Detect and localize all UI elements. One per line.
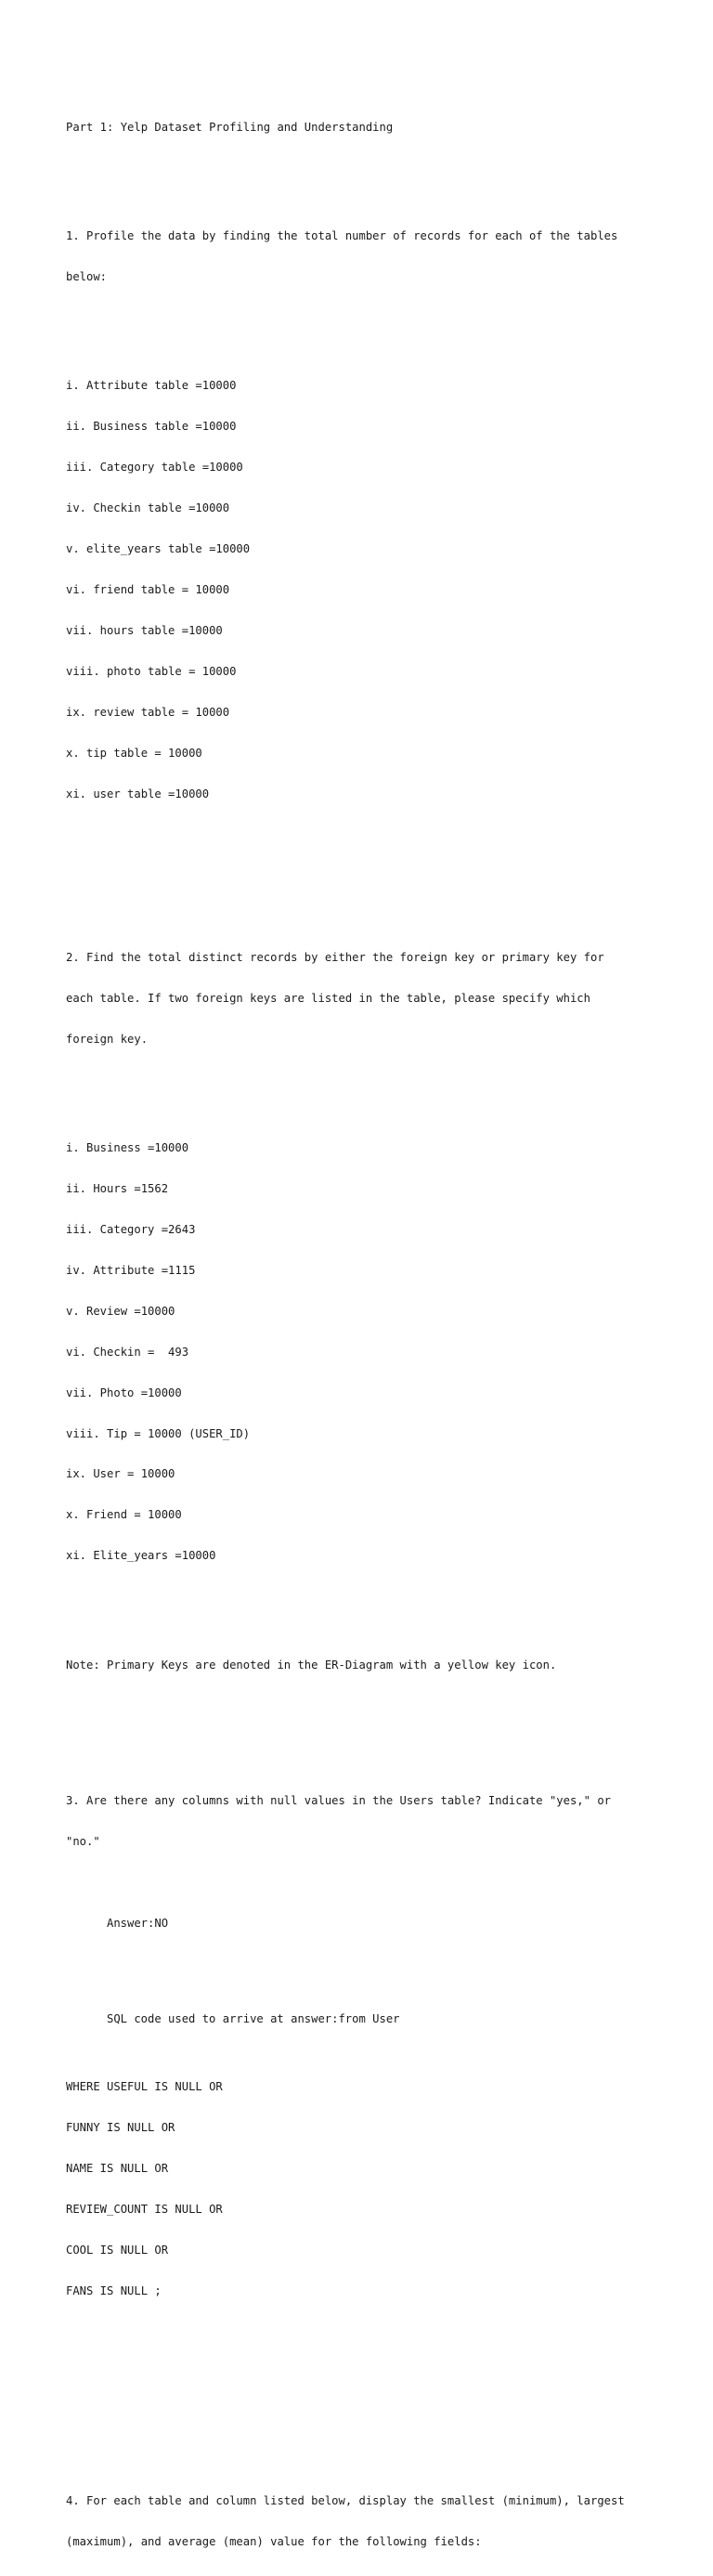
q2-list-item: iv. Attribute =1115 (66, 1263, 196, 1277)
spacer (66, 1958, 660, 1984)
sql-line: REVIEW_COUNT IS NULL OR (66, 2202, 223, 2216)
q2-question-line2: each table. If two foreign keys are listed in the table, please specify which (66, 991, 590, 1005)
sql-line: NAME IS NULL OR (66, 2161, 169, 2175)
spacer (66, 1876, 660, 1890)
sql-line: FANS IS NULL ; (66, 2283, 162, 2297)
q1-list-item: v. elite_years table =10000 (66, 542, 251, 556)
q2-question-line3: foreign key. (66, 1032, 149, 1046)
q2-list-item: x. Friend = 10000 (66, 1508, 182, 1522)
q2-question-line1: 2. Find the total distinct records by either the foreign key or primary key for (66, 950, 604, 964)
q2-list-item: iii. Category =2643 (66, 1222, 196, 1236)
q4-question-line2: (maximum), and average (mean) value for the following fields: (66, 2535, 482, 2549)
spacer (66, 1073, 660, 1087)
q1-question-line1: 1. Profile the data by finding the total number of records for each of the tables (66, 229, 618, 243)
sql-line: WHERE USEFUL IS NULL OR (66, 2079, 223, 2093)
q3-question-line1: 3. Are there any columns with null values in the Users table? Indicate "yes," or (66, 1794, 611, 1808)
q1-list-item: i. Attribute table =10000 (66, 379, 237, 393)
part-title: Part 1: Yelp Dataset Profiling and Understanding (66, 120, 394, 134)
sql-line: COOL IS NULL OR (66, 2243, 169, 2257)
q1-question-line2: below: (66, 270, 108, 284)
q1-list-item: iv. Checkin table =10000 (66, 501, 230, 515)
spacer (66, 162, 660, 176)
q2-list (66, 1114, 660, 1591)
q2-list-item: vi. Checkin = 493 (66, 1345, 189, 1359)
q2-list-item: xi. Elite_years =10000 (66, 1549, 216, 1563)
q2-list-item: viii. Tip = 10000 (USER_ID) (66, 1426, 251, 1440)
q1-list-item: x. tip table = 10000 (66, 746, 202, 760)
q2-list-item: i. Business =10000 (66, 1140, 189, 1154)
q4-question-line1: 4. For each table and column listed below, display the smallest (minimum), largest (66, 2494, 625, 2508)
spacer (66, 2352, 660, 2400)
q1-list (66, 352, 660, 828)
spacer (66, 855, 660, 896)
q1-list-item: xi. user table =10000 (66, 787, 210, 800)
q1-list-item: viii. photo table = 10000 (66, 665, 237, 679)
q2-note: Note: Primary Keys are denoted in the ER-Diagram with a yellow key icon. (66, 1658, 557, 1672)
q2-list-item: v. Review =10000 (66, 1304, 175, 1318)
q1-list-item: ix. review table = 10000 (66, 705, 230, 719)
q2-list-item: ix. User = 10000 (66, 1467, 175, 1481)
q3-question-line2: "no." (66, 1835, 100, 1849)
q1-list-item: iii. Category table =10000 (66, 461, 243, 475)
q3-sql-intro: SQL code used to arrive at answer:from User (107, 2011, 400, 2025)
q1-list-item: vi. friend table = 10000 (66, 583, 230, 597)
q3-answer: Answer:NO (107, 1916, 169, 1930)
q2-list-item: vii. Photo =10000 (66, 1386, 182, 1399)
q1-list-item: ii. Business table =10000 (66, 420, 237, 434)
q2-list-item: ii. Hours =1562 (66, 1181, 169, 1195)
spacer (66, 2426, 660, 2440)
q1-list-item: vii. hours table =10000 (66, 624, 223, 638)
spacer (66, 1699, 660, 1740)
spacer (66, 311, 660, 325)
q3-sql-code (66, 2052, 660, 2324)
sql-line: FUNNY IS NULL OR (66, 2120, 175, 2134)
document-body (66, 80, 660, 2576)
spacer (66, 1618, 660, 1632)
